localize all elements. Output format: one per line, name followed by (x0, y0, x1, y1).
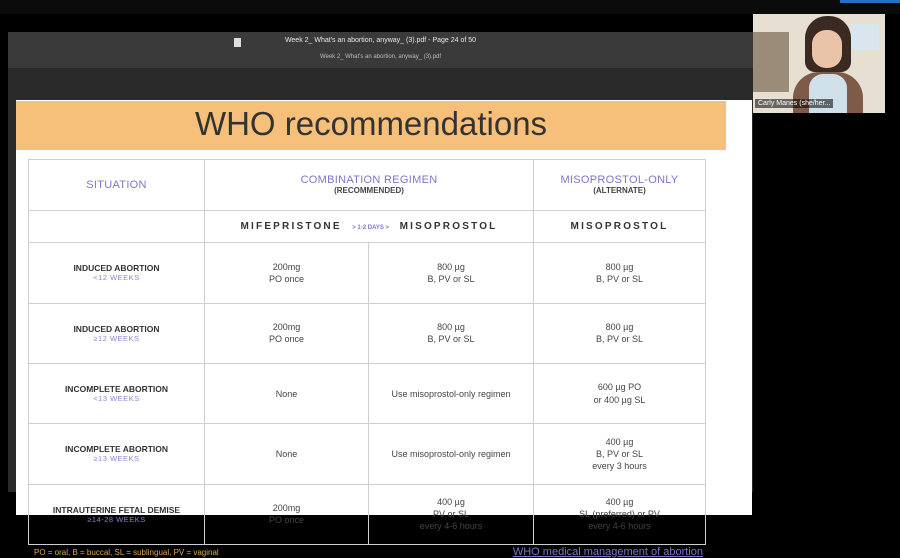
situation-cell (29, 363, 205, 423)
misoprostol-only-dose-cell (534, 484, 706, 544)
dose-line: 800 µg (437, 322, 465, 333)
misoprostol-only-dose-cell (534, 363, 706, 423)
who-recommendations-table (28, 159, 706, 545)
gestation-weeks: ≥12 WEEKS (93, 333, 140, 343)
table-subheader-row (29, 210, 706, 243)
dose-line: None (275, 448, 298, 459)
dose-line: 800 µg (437, 261, 465, 272)
dose-line: PO once (268, 515, 305, 526)
mifepristone-dose-cell (205, 424, 369, 484)
dose-line: or 400 µg SL (593, 394, 646, 405)
subheader-alt-cell (534, 210, 706, 243)
gestation-weeks: <12 WEEKS (93, 273, 140, 283)
gestation-weeks: <13 WEEKS (93, 394, 140, 404)
table-row (29, 424, 706, 484)
video-shelf (753, 32, 789, 92)
dose-line: every 4-6 hours (419, 521, 483, 532)
table-header-row (29, 160, 706, 211)
misoprostol-dose-cell (369, 243, 534, 303)
dose-line: 800 µg (605, 322, 634, 333)
situation-cell (29, 424, 205, 484)
dose-line: B, PV or SL (596, 448, 644, 459)
pdf-tab-title[interactable]: Week 2_ What's an abortion, anyway_ (3).pdf (319, 54, 442, 60)
gestation-weeks: ≥13 WEEKS (93, 454, 140, 464)
drug-mifepristone: MIFEPRISTONE (240, 220, 342, 232)
dose-line: PO once (268, 273, 305, 284)
drug-misoprostol-alt: MISOPROSTOL (570, 220, 669, 232)
gestation-weeks: ≥14-28 WEEKS (87, 514, 146, 524)
mifepristone-dose-cell (205, 363, 369, 423)
header-situation-cell (29, 160, 205, 211)
dose-line: 400 µg (605, 436, 634, 447)
window-control-strip[interactable] (840, 0, 900, 3)
subheader-empty-cell (29, 210, 205, 243)
situation-cell (29, 484, 205, 544)
participant-video-tile[interactable] (753, 14, 885, 113)
dose-line: Use misoprostol-only regimen (391, 388, 511, 399)
slide-title: WHO recommendations (194, 105, 548, 142)
header-situation: SITUATION (86, 178, 147, 191)
misoprostol-dose-cell (369, 484, 534, 544)
video-window (849, 24, 879, 50)
situation-cell (29, 243, 205, 303)
dose-line: 400 µg (437, 497, 465, 508)
presentation-slide (16, 100, 752, 558)
header-combination: COMBINATION REGIMEN (300, 174, 438, 187)
interval-label: > 1-2 DAYS > (352, 224, 390, 231)
misoprostol-only-dose-cell (534, 424, 706, 484)
who-guideline-link[interactable]: WHO medical management of abortion (512, 546, 703, 558)
situation-cell (29, 303, 205, 363)
abbreviation-footnote: PO = oral, B = buccal, SL = sublingual, PV = vaginal (34, 548, 219, 557)
dose-line: 600 µg PO (597, 382, 642, 393)
misoprostol-dose-cell (369, 303, 534, 363)
participant-face (812, 30, 842, 68)
situation-label: INTRAUTERINE FETAL DEMISE (52, 504, 181, 515)
header-combination-cell (205, 160, 534, 211)
situation-label: INDUCED ABORTION (73, 323, 160, 334)
header-misoprostol-only-sub: (ALTERNATE) (593, 186, 646, 196)
dose-line: B, PV or SL (596, 334, 644, 345)
table-row (29, 243, 706, 303)
misoprostol-dose-cell (369, 363, 534, 423)
table-row (29, 363, 706, 423)
dose-line: B, PV or SL (427, 334, 475, 345)
mifepristone-dose-cell (205, 303, 369, 363)
dose-line: 200mg (272, 261, 301, 272)
dose-line: None (275, 388, 298, 399)
subheader-combination-cell (205, 210, 534, 243)
dose-line: B, PV or SL (427, 273, 475, 284)
dose-line: Use misoprostol-only regimen (391, 448, 511, 459)
pdf-title-bar (8, 32, 753, 68)
dose-line: every 4-6 hours (588, 521, 651, 532)
dose-line: 800 µg (605, 261, 634, 272)
meeting-top-bar (0, 0, 900, 14)
table-row (29, 484, 706, 544)
drug-misoprostol: MISOPROSTOL (399, 220, 498, 232)
misoprostol-only-dose-cell (534, 303, 706, 363)
dose-line: 400 µg (605, 497, 634, 508)
participant-name-label: Carly Manes (she/her... (755, 99, 833, 108)
dose-line: SL (preferred) or PV (579, 509, 660, 520)
header-misoprostol-only: MISOPROSTOL-ONLY (560, 174, 679, 187)
header-misoprostol-only-cell (534, 160, 706, 211)
misoprostol-dose-cell (369, 424, 534, 484)
dose-line: PO once (268, 334, 305, 345)
dose-line: every 3 hours (592, 461, 647, 472)
dose-line: 200mg (272, 503, 301, 514)
misoprostol-only-dose-cell (534, 243, 706, 303)
situation-label: INDUCED ABORTION (73, 263, 160, 274)
pdf-window-title: Week 2_ What's an abortion, anyway_ (3).pdf - Page 24 of 50 (284, 37, 477, 44)
mifepristone-dose-cell (205, 484, 369, 544)
situation-label: INCOMPLETE ABORTION (64, 444, 169, 455)
mifepristone-dose-cell (205, 243, 369, 303)
dose-line: B, PV or SL (596, 273, 644, 284)
table-row (29, 303, 706, 363)
dose-line: 200mg (272, 322, 301, 333)
header-combination-sub: (RECOMMENDED) (334, 186, 404, 196)
situation-label: INCOMPLETE ABORTION (64, 384, 169, 395)
slide-title-banner (16, 101, 726, 150)
dose-line: PV or SL (432, 509, 470, 520)
shared-screen-pdf-viewer (8, 32, 753, 558)
